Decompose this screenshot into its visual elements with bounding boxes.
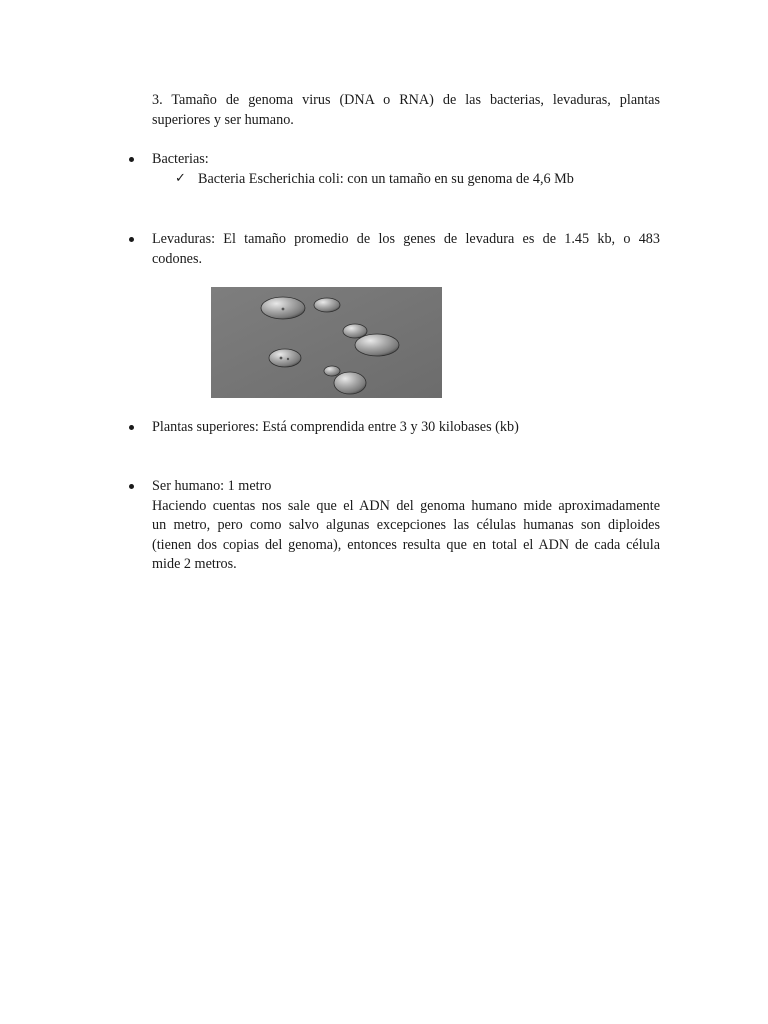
plantas-text: Plantas superiores: Está comprendida entre 3 y 30 kilobases (kb) [152,419,519,435]
heading-line-2: superiores y ser humano. [152,111,294,128]
bacterias-label [152,150,660,170]
levaduras-line-2: codones. [152,250,203,267]
bullet-bacterias [129,150,137,158]
humano-line-2: un metro, pero como salvo algunas excepciones las células humanas son diploides [152,517,660,533]
check-mark-icon: ✓ [175,171,186,186]
humano-line-1: Haciendo cuentas nos sale que el ADN del genoma humano mide aproximadamente [152,497,660,514]
bacteria-ecoli-item: Bacteria Escherichia coli: con un tamaño en su genoma de 4,6 Mb [198,171,574,187]
bullet-humano [129,477,137,485]
heading-line-1: 3. Tamaño de genoma virus (DNA o RNA) de las bacterias, levaduras, plantas [152,92,660,108]
humano-line-3: (tienen dos copias del genoma), entonces resulta que en total el ADN de cada célula [152,536,660,553]
heading-paragraph [152,91,660,130]
humano-label: Ser humano: 1 metro [152,478,272,494]
bullet-levaduras [129,230,137,238]
bacterias-label-text: Bacterias: [152,151,209,167]
plantas-paragraph [152,418,660,438]
levaduras-paragraph [152,230,660,269]
humano-line-4: mide 2 metros. [152,556,237,572]
yeast-cells-image [211,287,442,398]
humano-paragraph [152,477,660,575]
levaduras-line-1: Levaduras: El tamaño promedio de los genes de levadura es de 1.45 kb, o 483 [152,231,660,247]
bullet-plantas [129,418,137,426]
